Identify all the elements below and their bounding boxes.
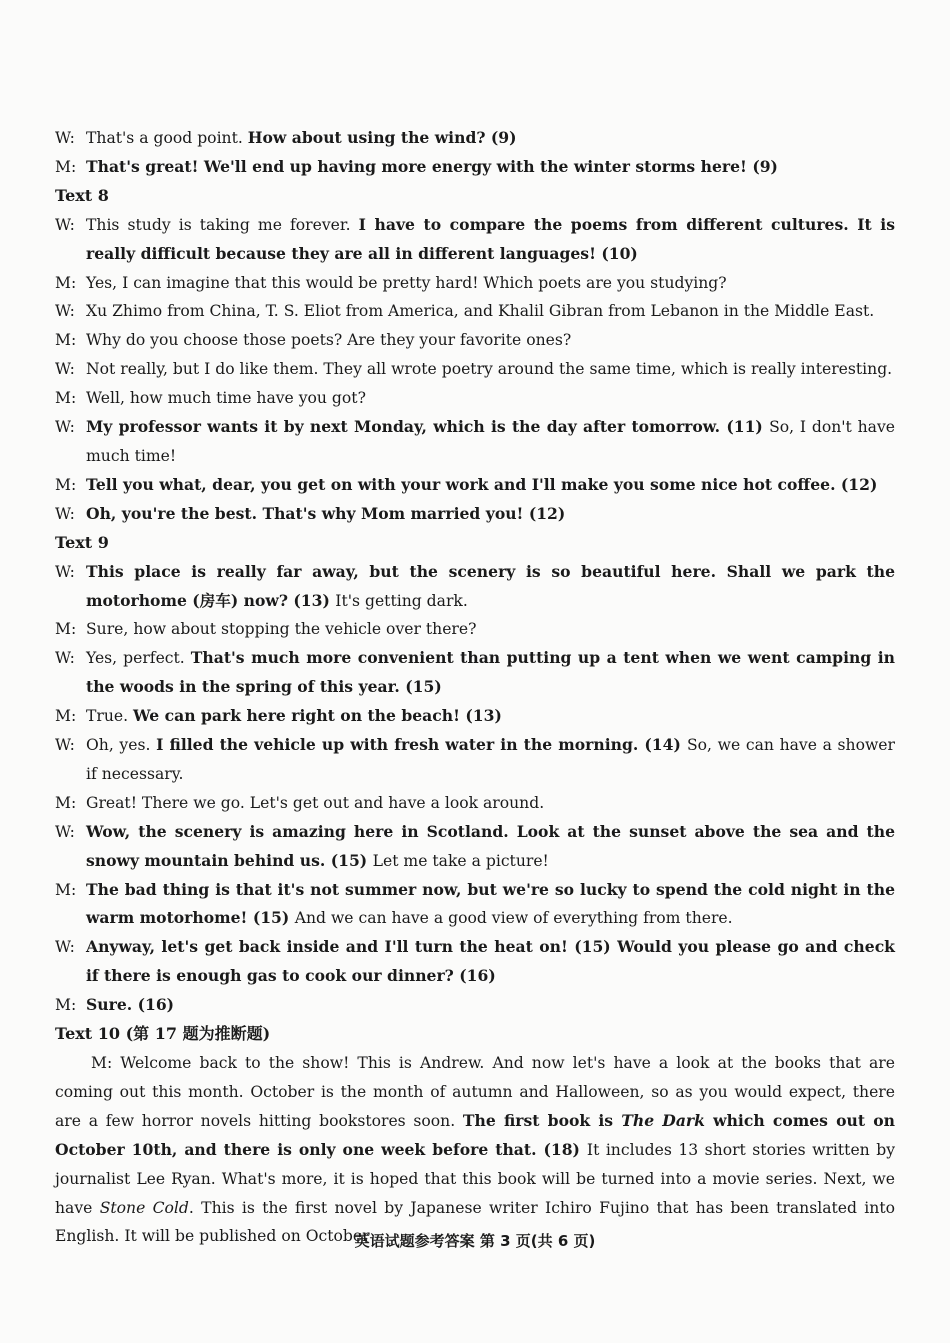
text-segment: That's great! We'll end up having more energy with the winter storms here! (9): [86, 156, 778, 176]
text-segment: . This is the first novel by Japanese writer Ichiro Fujino that has been translated into English. It will be published on October: [55, 1198, 895, 1246]
speaker-label: M:: [55, 475, 77, 494]
dialogue-text: [86, 384, 895, 413]
speaker-label: M:: [55, 620, 77, 639]
dialogue-line: [55, 211, 895, 269]
dialogue-line: [55, 384, 895, 413]
dialogue-text: [86, 731, 895, 789]
dialogue-text: [86, 297, 895, 326]
dialogue-text: [86, 991, 895, 1020]
dialogue-line: [55, 124, 895, 153]
dialogue-text: [86, 818, 895, 876]
text-segment: And we can have a good view of everything from there.: [294, 909, 733, 928]
speaker-label: W:: [55, 562, 75, 581]
dialogue-line: [55, 789, 895, 818]
speaker-label: W:: [55, 418, 75, 437]
dialogue-text: [86, 702, 895, 731]
speaker-label: M:: [55, 793, 77, 812]
dialogue-text: [86, 558, 895, 616]
text-segment: This place is really far away, but the scenery is so beautiful here. Shall we park the motorhome (房车) now? (13): [86, 561, 895, 610]
text-segment: Great! There we go. Let's get out and have a look around.: [86, 793, 545, 812]
section-heading: Text 9: [55, 532, 109, 552]
dialogue-line: [55, 297, 895, 326]
text-segment: Oh, yes.: [86, 736, 157, 755]
speaker-label: M:: [55, 996, 77, 1015]
text-segment: My professor wants it by next Monday, which is the day after tomorrow. (11): [86, 417, 770, 437]
speaker-label: W:: [55, 215, 75, 234]
dialogue-line: [55, 153, 895, 182]
text-segment: The bad thing is that it's not summer now, but we're so lucky to spend the cold night in the warm motorhome! (15): [86, 879, 895, 928]
text-segment: This study is taking me forever.: [86, 215, 359, 234]
text-segment: True.: [86, 707, 134, 726]
section-heading: Text 10 (第 17 题为推断题): [55, 1024, 271, 1044]
text-segment: So, I don't have much time!: [86, 418, 895, 465]
monologue-paragraph: [55, 1049, 895, 1251]
text-segment: I have to compare the poems from different cultures. It is really difficult because they are all in different languages! (10): [86, 214, 895, 263]
speaker-label: M:: [55, 389, 77, 408]
dialogue-text: [86, 153, 895, 182]
dialogue-line: [55, 269, 895, 298]
text-segment: Sure, how about stopping the vehicle over there?: [86, 620, 477, 639]
dialogue-text: [86, 355, 895, 384]
text-segment: Xu Zhimo from China, T. S. Eliot from America, and Khalil Gibran from Lebanon in the Middle East.: [86, 302, 875, 321]
text-segment: Sure. (16): [86, 995, 175, 1015]
text-segment: Wow, the scenery is amazing here in Scotland. Look at the sunset above the sea and the snowy mountain behind us. (15): [86, 821, 895, 870]
text-segment: Anyway, let's get back inside and I'll turn the heat on! (15) Would you please go and check if there is enough gas to cook our dinner? (16): [86, 937, 895, 986]
dialogue-line: [55, 413, 895, 471]
speaker-label: W:: [55, 822, 75, 841]
speaker-label: M:: [55, 880, 77, 899]
text-segment: We can park here right on the beach! (13): [133, 706, 502, 726]
text-segment: That's a good point.: [86, 129, 248, 147]
section-heading: Text 8: [55, 185, 109, 205]
dialogue-text: [86, 876, 895, 934]
dialogue-line: [55, 933, 895, 991]
dialogue-text: [86, 326, 895, 355]
speaker-label: W:: [55, 649, 75, 668]
dialogue-line: [55, 326, 895, 355]
dialogue-line: [55, 702, 895, 731]
speaker-label: W:: [55, 504, 75, 523]
speaker-label: M:: [55, 331, 77, 350]
text-segment: Stone Cold: [99, 1198, 189, 1217]
dialogue-text: [86, 789, 895, 818]
dialogue-text: [86, 500, 895, 529]
speaker-label: W:: [55, 736, 75, 755]
dialogue-line: [55, 500, 895, 529]
text-segment: The Dark: [621, 1110, 705, 1130]
text-segment: M: Welcome back to the show! This is Andrew. And now let's have a look at the books that are coming out this month. October is the month of autumn and Halloween, so as you would expect, there are a few horror novels hitting bookstores soon.: [55, 1054, 895, 1130]
text-segment: Yes, perfect.: [86, 649, 191, 668]
answer-key-content: [55, 124, 895, 1251]
dialogue-line: [55, 991, 895, 1020]
speaker-label: W:: [55, 360, 75, 379]
dialogue-line: [55, 818, 895, 876]
dialogue-line: [55, 731, 895, 789]
dialogue-line: [55, 644, 895, 702]
dialogue-line: [55, 558, 895, 616]
text-segment: I filled the vehicle up with fresh water in the morning. (14): [156, 735, 687, 755]
speaker-label: W:: [55, 129, 75, 147]
dialogue-text: [86, 211, 895, 269]
dialogue-text: [86, 269, 895, 298]
dialogue-text: [86, 615, 895, 644]
speaker-label: M:: [55, 707, 77, 726]
text-segment: So, we can have a shower if necessary.: [86, 736, 895, 783]
text-segment: Not really, but I do like them. They all wrote poetry around the same time, which is really interesting.: [86, 360, 893, 379]
text-segment: How about using the wind? (9): [247, 128, 517, 147]
dialogue-text: [86, 413, 895, 471]
text-segment: Tell you what, dear, you get on with your work and I'll make you some nice hot coffee. (12): [86, 474, 878, 494]
dialogue-line: [55, 471, 895, 500]
text-segment: It includes 13 short stories written by journalist Lee Ryan. What's more, it is hoped that this book will be turned into a movie series. Next, we have: [55, 1140, 896, 1217]
text-segment: The first book is: [462, 1110, 622, 1130]
dialogue-text: [86, 644, 895, 702]
dialogue-text: [86, 471, 895, 500]
dialogue-text: [86, 933, 895, 991]
page-footer: 英语试题参考答案 第 3 页(共 6 页): [354, 1232, 596, 1250]
dialogue-line: [55, 615, 895, 644]
speaker-label: W:: [55, 302, 75, 321]
text-segment: Oh, you're the best. That's why Mom married you! (12): [86, 503, 566, 523]
text-segment: That's much more convenient than putting up a tent when we went camping in the woods in the spring of this year. (15): [86, 648, 895, 697]
text-segment: Well, how much time have you got?: [86, 389, 366, 408]
speaker-label: M:: [55, 157, 77, 176]
text-segment: Why do you choose those poets? Are they your favorite ones?: [86, 331, 572, 350]
speaker-label: W:: [55, 938, 75, 957]
speaker-label: M:: [55, 273, 77, 292]
text-segment: Let me take a picture!: [372, 851, 549, 870]
dialogue-text: [86, 124, 895, 153]
dialogue-line: [55, 876, 895, 934]
text-segment: which comes out on October 10th, and there is only one week before that. (18): [55, 1110, 895, 1159]
dialogue-line: [55, 355, 895, 384]
text-segment: It's getting dark.: [335, 591, 468, 610]
text-segment: Yes, I can imagine that this would be pretty hard! Which poets are you studying?: [86, 273, 727, 292]
